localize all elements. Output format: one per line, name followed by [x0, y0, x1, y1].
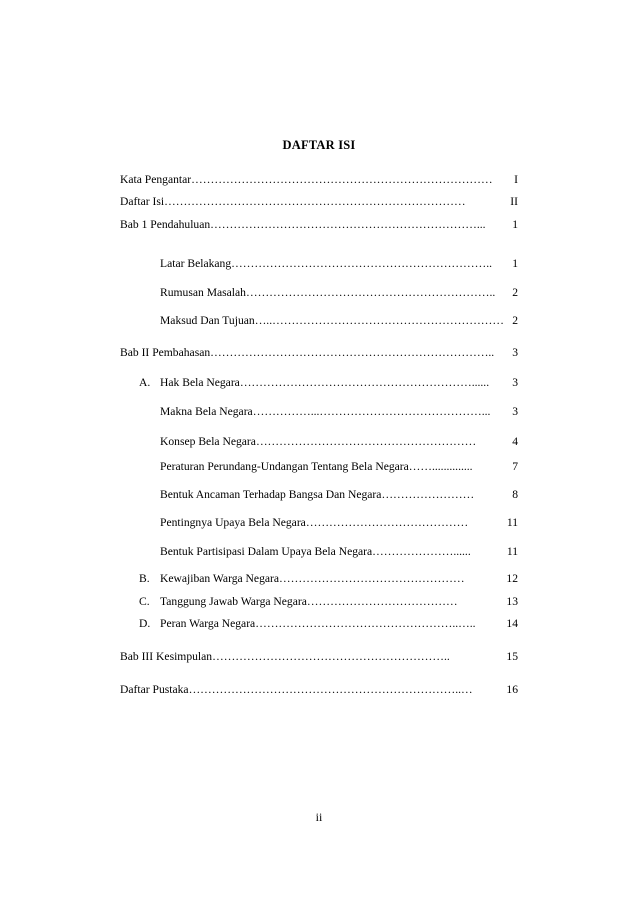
toc-entry-page: 2 — [512, 286, 518, 299]
toc-entry-label — [160, 516, 306, 530]
toc-entry-label — [160, 314, 255, 328]
toc-entry-title: Daftar Pustaka — [120, 683, 189, 696]
toc-entry — [139, 617, 518, 631]
toc-entry-leader: ……………………………………………………….. — [245, 286, 496, 299]
toc-entry-page: 14 — [506, 617, 518, 630]
toc-entry-leader: …………………………………… — [305, 516, 469, 529]
toc-entry-leader: …………………...... — [372, 545, 471, 558]
toc-entry — [139, 572, 518, 586]
toc-entry-title: Pentingnya Upaya Bela Negara — [160, 516, 306, 529]
toc-entry-page: II — [510, 195, 518, 208]
toc-entry-label — [139, 595, 307, 609]
toc-entry — [160, 314, 518, 328]
toc-entry-page: 16 — [506, 683, 518, 696]
toc-entry-label — [139, 617, 255, 631]
toc-entry — [120, 683, 518, 697]
toc-entry-title: Bentuk Partisipasi Dalam Upaya Bela Negara — [160, 545, 373, 558]
toc-entry-page: 3 — [512, 376, 518, 389]
toc-entry-label — [160, 257, 231, 271]
toc-entry — [160, 435, 518, 449]
toc-entry-leader: …………………… — [381, 488, 475, 501]
toc-entry-leader: ……………………………………………………………... — [210, 218, 486, 231]
toc-entry-leader: …………………………………………………….. — [212, 650, 450, 663]
toc-entry-title: Bentuk Ancaman Terhadap Bangsa Dan Negara — [160, 488, 382, 501]
toc-entry-leader: …….............. — [408, 460, 473, 473]
toc-entry-page: 11 — [506, 545, 518, 558]
toc-entry-label — [120, 346, 210, 360]
toc-entry-title: Tanggung Jawab Warga Negara — [160, 595, 307, 608]
toc-entry-leader: ……………………………………………..….. — [255, 617, 476, 630]
toc-entry — [120, 218, 518, 232]
toc-entry-title: Konsep Bela Negara — [160, 435, 256, 448]
toc-entry-page: 15 — [506, 650, 518, 663]
toc-entry-label — [120, 195, 164, 209]
toc-entry — [160, 286, 518, 300]
toc-entry — [120, 173, 518, 187]
page-title: DAFTAR ISI — [282, 138, 356, 152]
toc-entry-page: 11 — [506, 516, 518, 529]
toc-entry — [160, 545, 518, 559]
toc-entry-title: Peraturan Perundang-Undangan Tentang Bela Negara — [160, 460, 409, 473]
toc-entry-page: 12 — [506, 572, 518, 585]
toc-entry-leader: …………………………………………………………………… — [191, 173, 493, 186]
toc-entry-label — [139, 572, 279, 586]
toc-entry-title: Bab III Kesimpulan — [120, 650, 213, 663]
toc-entry-title: Rumusan Masalah — [160, 286, 246, 299]
toc-entry-label — [120, 173, 191, 187]
toc-entry-page: I — [514, 173, 518, 186]
toc-entry-prefix: B. — [139, 572, 150, 585]
toc-entry-title: Peran Warga Negara — [160, 617, 256, 630]
toc-entry-label — [139, 376, 240, 390]
toc-entry — [160, 405, 518, 419]
toc-entry — [120, 650, 518, 664]
toc-entry-page: 8 — [512, 488, 518, 501]
toc-entry-label — [160, 545, 372, 559]
toc-entry-title: Latar Belakang — [160, 257, 232, 270]
toc-entry — [120, 195, 518, 209]
toc-entry — [120, 346, 518, 360]
toc-entry-leader: ……………...……………………………………... — [252, 405, 491, 418]
page-number: ii — [315, 810, 323, 824]
toc-entry-label — [120, 683, 189, 697]
toc-entry-label — [160, 435, 256, 449]
toc-entry — [160, 516, 518, 530]
toc-entry-leader: …………………………………………………………………… — [164, 195, 466, 208]
toc-entry-page: 4 — [512, 435, 518, 448]
toc-entry-page: 7 — [512, 460, 518, 473]
toc-entry-page: 2 — [512, 314, 518, 327]
toc-entry-leader: ………………………………………… — [279, 572, 465, 585]
toc-entry-title: Daftar Isi — [120, 195, 165, 208]
toc-entry-page: 1 — [512, 218, 518, 231]
toc-entry — [160, 460, 518, 474]
toc-entry-leader: ……………………………………………………………..… — [188, 683, 473, 696]
toc-entry-leader: ……………………………………………………...... — [239, 376, 490, 389]
toc-entry-page: 1 — [512, 257, 518, 270]
toc-entry-label — [160, 286, 246, 300]
toc-entry-leader: ………………………………………………… — [255, 435, 477, 448]
toc-entry-leader: ………………………………………………………….. — [231, 257, 492, 270]
toc-entry-title: Kata Pengantar — [120, 173, 192, 186]
toc-entry-page: 3 — [512, 346, 518, 359]
toc-entry-leader: ……………………………………………………………….. — [210, 346, 495, 359]
toc-entry-leader: ………………………………… — [306, 595, 458, 608]
toc-entry — [160, 257, 518, 271]
toc-entry-title: Bab 1 Pendahuluan — [120, 218, 211, 231]
toc-entry — [139, 595, 518, 609]
toc-entry-title: Kewajiban Warga Negara — [160, 572, 280, 585]
toc-entry-label — [160, 488, 381, 502]
toc-entry-label — [160, 405, 253, 419]
toc-entry-title: Bab II Pembahasan — [120, 346, 211, 359]
toc-entry — [160, 488, 518, 502]
toc-entry-title: Makna Bela Negara — [160, 405, 253, 418]
toc-entry-label — [160, 460, 409, 474]
toc-entry-prefix: D. — [139, 617, 151, 630]
toc-entry-prefix: A. — [139, 376, 151, 389]
toc-entry — [139, 376, 518, 390]
toc-entry-label — [120, 650, 212, 664]
toc-entry-prefix: C. — [139, 595, 150, 608]
toc-entry-page: 13 — [506, 595, 518, 608]
toc-entry-page: 3 — [512, 405, 518, 418]
toc-entry-leader: …..…………………………………………………… — [254, 314, 504, 327]
toc-entry-title: Maksud Dan Tujuan — [160, 314, 255, 327]
toc-entry-label — [120, 218, 210, 232]
toc-entry-title: Hak Bela Negara — [160, 376, 240, 389]
